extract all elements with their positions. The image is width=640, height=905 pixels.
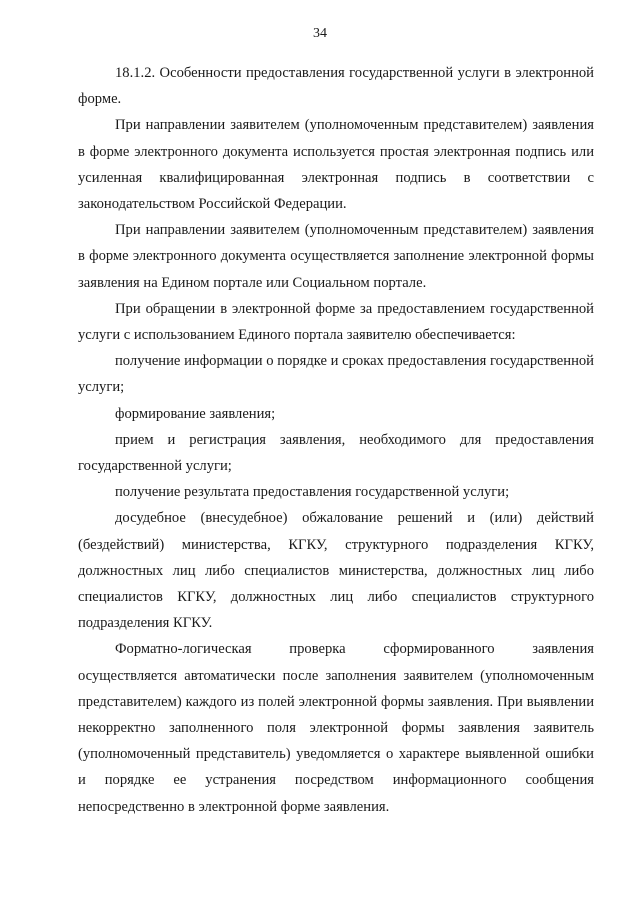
paragraph-electronic-form-filling: При направлении заявителем (уполномоченным представителем) заявления в форме электронного документа осуществляется заполнение электронной формы заявления на Едином портале или Социальном портале. [78,222,594,291]
section-heading-18-1-2: 18.1.2. Особенности предоставления государственной услуги в электронной форме. [78,65,594,108]
list-item-application-forming: формирование заявления; [115,405,276,422]
list-item-information: получение информации о порядке и сроках предоставления государственной услуги; [78,353,594,396]
list-item-appeal: досудебное (внесудебное) обжалование решений и (или) действий (бездействий) министерства, КГКУ, структурного подразделения КГКУ, должностных лиц либо специалистов министерства, должностных лиц либо специалистов КГКУ, должностных лиц либо специалистов структурного подразделения КГКУ. [78,510,594,632]
list-item-registration: прием и регистрация заявления, необходимого для предоставления государственной услуги; [78,431,594,475]
paragraph-format-logic-check: Форматно-логическая проверка сформированного заявления осуществляется автоматически после заполнения заявителем (уполномоченным представителем) каждого из полей электронной формы заявления. При выявлении некорректно заполненного поля электронной формы заявления заявитель (уполномоченный представитель) уведомляется о характере выявленной ошибки и порядке ее устранения посредством информационного сообщения непосредственно в электронной форме заявления. [78,641,594,815]
list-item-result: получение результата предоставления государственной услуги; [115,484,510,501]
page-number: 34 [313,26,327,41]
paragraph-portal-provisions: При обращении в электронной форме за предоставлением государственной услуги с использованием Единого портала заявителю обеспечивается: [78,300,594,344]
document-body [78,60,594,820]
paragraph-electronic-signature: При направлении заявителем (уполномоченным представителем) заявления в форме электронного документа используется простая электронная подпись или усиленная квалифицированная электронная подпись в соответствии с законодательством Российской Федерации. [78,117,594,213]
